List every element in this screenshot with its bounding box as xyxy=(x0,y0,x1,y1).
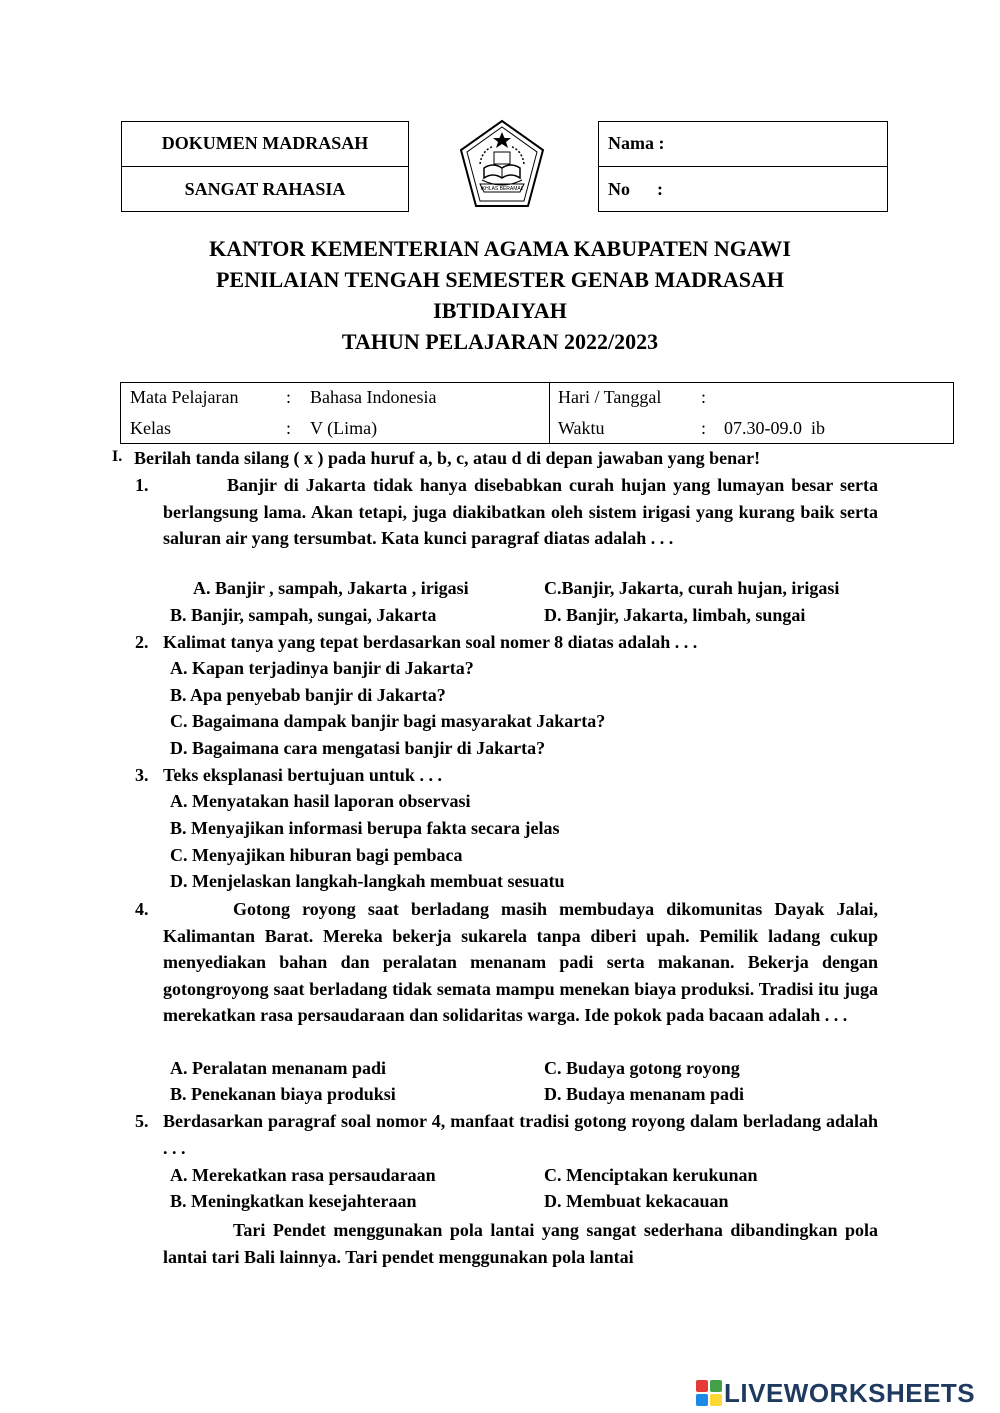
logo-square-yellow xyxy=(710,1394,722,1406)
option-a[interactable]: A. Menyatakan hasil laporan observasi xyxy=(170,791,471,811)
title-line-3: IBTIDAIYAH xyxy=(433,298,567,323)
title-line-2: PENILAIAN TENGAH SEMESTER GENAB MADRASAH xyxy=(215,267,784,292)
question-text: Teks eksplanasi bertujuan untuk . . . xyxy=(163,765,442,785)
no-field-label: No : xyxy=(608,178,663,199)
option-d[interactable]: D. Banjir, Jakarta, limbah, sungai xyxy=(544,605,806,625)
mapel-colon: : xyxy=(286,387,292,407)
liveworksheets-logo-icon xyxy=(696,1380,722,1406)
kelas-value: V (Lima) xyxy=(310,418,378,438)
info-table xyxy=(120,382,954,444)
waktu-value: 07.30-09.0 ib xyxy=(724,418,825,438)
option-b[interactable]: B. Apa penyebab banjir di Jakarta? xyxy=(170,685,446,705)
question-number: 1. xyxy=(135,475,149,495)
question-text: Gotong royong saat berladang masih membudaya dikomunitas Dayak Jalai, Kalimantan Barat. Mereka bekerja sukarela tanpa diberi upah. Pemilik ladang cukup menyediakan bahan dan peralatan menanam padi serta makanan. Bekerja dengan gotongroyong saat berladang tidak semata mampu menekan biaya produksi. Tradisi itu juga merekatkan rasa persaudaraan dan solidaritas warga. Ide pokok pada bacaan adalah . . . xyxy=(163,899,878,1025)
hari-label: Hari / Tanggal xyxy=(558,387,662,407)
option-a[interactable]: A. Peralatan menanam padi xyxy=(170,1058,386,1078)
option-b[interactable]: B. Menyajikan informasi berupa fakta secara jelas xyxy=(170,818,560,838)
logo-square-red xyxy=(696,1380,708,1392)
option-c[interactable]: C. Budaya gotong royong xyxy=(544,1058,740,1078)
question-text: Kalimat tanya yang tepat berdasarkan soal nomer 8 diatas adalah . . . xyxy=(163,632,698,652)
option-c[interactable]: C. Bagaimana dampak banjir bagi masyarakat Jakarta? xyxy=(170,711,606,731)
option-b[interactable]: B. Banjir, sampah, sungai, Jakarta xyxy=(170,605,437,625)
option-c[interactable]: C.Banjir, Jakarta, curah hujan, irigasi xyxy=(544,578,840,598)
mapel-value: Bahasa Indonesia xyxy=(310,387,437,407)
title-line-1: KANTOR KEMENTERIAN AGAMA KABUPATEN NGAWI xyxy=(209,236,791,261)
option-a[interactable]: A. Merekatkan rasa persaudaraan xyxy=(170,1165,436,1185)
waktu-colon: : xyxy=(701,418,707,438)
option-a[interactable]: A. Banjir , sampah, Jakarta , irigasi xyxy=(193,578,469,598)
dokumen-madrasah-label: DOKUMEN MADRASAH xyxy=(161,133,369,153)
option-d[interactable]: D. Bagaimana cara mengatasi banjir di Jakarta? xyxy=(170,738,546,758)
section-roman-numeral: I. xyxy=(112,448,123,465)
option-d[interactable]: D. Budaya menanam padi xyxy=(544,1084,745,1104)
nama-field-label: Nama : xyxy=(608,133,665,153)
question-number: 5. xyxy=(135,1111,149,1131)
section-instruction: Berilah tanda silang ( x ) pada huruf a, b, c, atau d di depan jawaban yang benar! xyxy=(134,448,761,468)
title-line-4: TAHUN PELAJARAN 2022/2023 xyxy=(341,329,659,354)
option-c[interactable]: C. Menciptakan kerukunan xyxy=(544,1165,758,1185)
emblem-banner-text: IKHLAS BERAMAL xyxy=(480,186,524,192)
kelas-colon: : xyxy=(286,418,292,438)
option-c[interactable]: C. Menyajikan hiburan bagi pembaca xyxy=(170,845,463,865)
question-number: 2. xyxy=(135,632,149,652)
logo-square-green xyxy=(710,1380,722,1392)
ministry-emblem-icon xyxy=(458,118,546,210)
hari-colon: : xyxy=(701,387,707,407)
liveworksheets-watermark[interactable] xyxy=(696,1376,996,1410)
trailing-paragraph: Tari Pendet menggunakan pola lantai yang sangat sederhana dibandingkan pola lantai tari Bali lainnya. Tari pendet menggunakan pola lantai xyxy=(163,1220,878,1267)
question-text: Banjir di Jakarta tidak hanya disebabkan curah hujan yang lumayan besar serta berlangsung lama. Akan tetapi, juga diakibatkan oleh sistem irigasi yang kurang baik serta saluran air yang tersumbat. Kata kunci paragraf diatas adalah . . . xyxy=(163,475,878,548)
waktu-label: Waktu xyxy=(558,418,605,438)
option-b[interactable]: B. Meningkatkan kesejahteraan xyxy=(170,1191,417,1211)
mapel-label: Mata Pelajaran xyxy=(130,387,239,407)
option-d[interactable]: D. Membuat kekacauan xyxy=(544,1191,729,1211)
option-a[interactable]: A. Kapan terjadinya banjir di Jakarta? xyxy=(170,658,474,678)
kelas-label: Kelas xyxy=(130,418,171,438)
logo-square-blue xyxy=(696,1394,708,1406)
question-number: 3. xyxy=(135,765,149,785)
sangat-rahasia-label: SANGAT RAHASIA xyxy=(184,178,346,199)
question-number: 4. xyxy=(135,899,149,919)
option-d[interactable]: D. Menjelaskan langkah-langkah membuat sesuatu xyxy=(170,871,565,891)
option-b[interactable]: B. Penekanan biaya produksi xyxy=(170,1084,396,1104)
liveworksheets-text: LIVEWORKSHEETS xyxy=(724,1377,976,1408)
question-text: Berdasarkan paragraf soal nomor 4, manfaat tradisi gotong royong dalam berladang adalah . . . xyxy=(163,1111,878,1158)
